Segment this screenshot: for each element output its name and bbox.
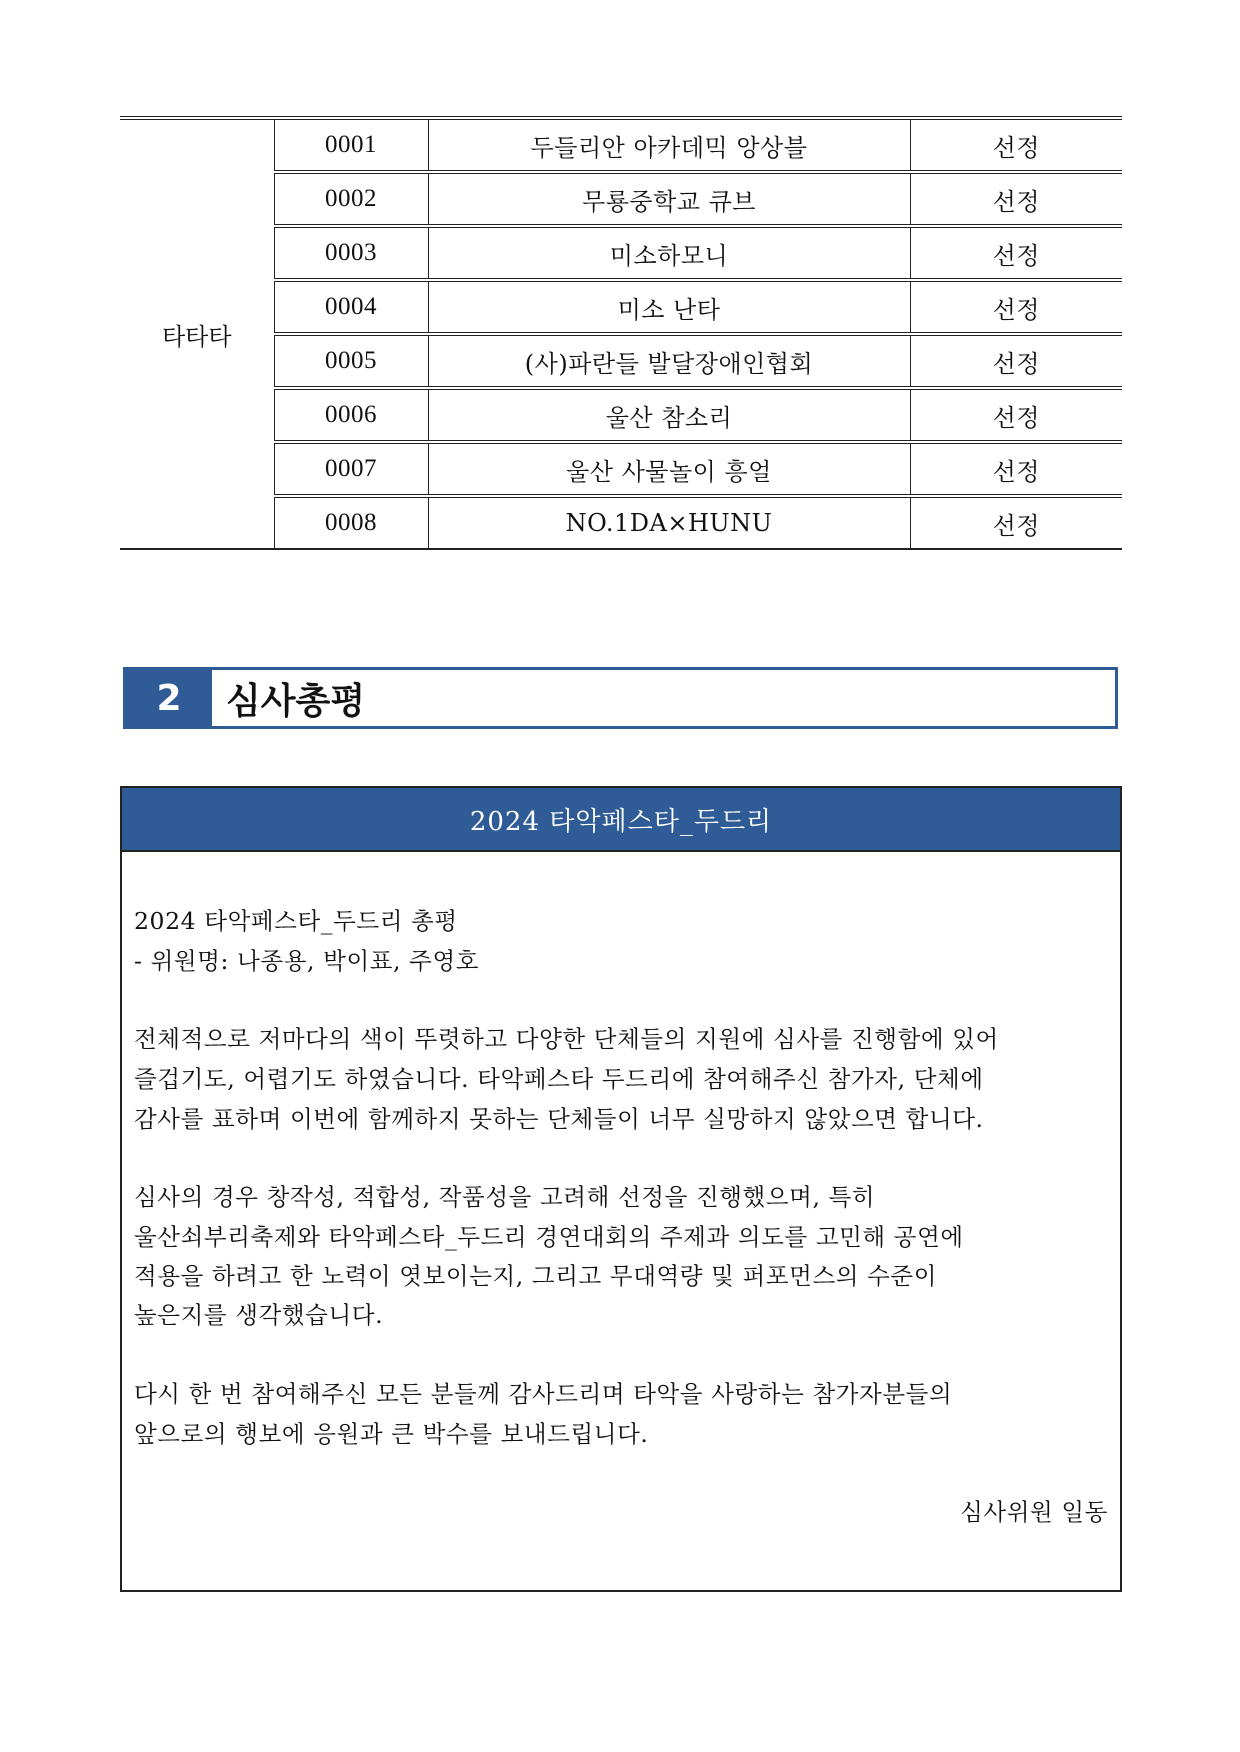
table-row (120, 118, 1122, 172)
entry-name: 미소 난타 (428, 280, 910, 334)
entry-status: 선정 (910, 388, 1122, 442)
section-number: 2 (126, 670, 212, 726)
entry-name: 미소하모니 (428, 226, 910, 280)
group-name-cell: 타타타 (120, 118, 274, 549)
paragraph-2-line-2: 울산쇠부리축제와 타악페스타_두드리 경연대회의 주제과 의도를 고민해 공연에 (134, 1223, 964, 1251)
entry-code: 0006 (274, 388, 428, 442)
section-heading (123, 667, 1118, 729)
entry-status: 선정 (910, 280, 1122, 334)
entry-status: 선정 (910, 118, 1122, 172)
section-title: 심사총평 (226, 680, 366, 722)
paragraph-3-line-1: 다시 한 번 참여해주신 모든 분들께 감사드리며 타악을 사랑하는 참가자분들의 (134, 1380, 953, 1408)
entry-name: NO.1DA×HUNU (428, 496, 910, 549)
paragraph-1-line-1: 전체적으로 저마다의 색이 뚜렷하고 다양한 단체들의 지원에 심사를 진행함에 있어 (134, 1025, 999, 1053)
review-box (120, 786, 1122, 1592)
entry-code: 0004 (274, 280, 428, 334)
entry-code: 0002 (274, 172, 428, 226)
paragraph-1-line-3: 감사를 표하며 이번에 함께하지 못하는 단체들이 너무 실망하지 않았으면 합니다. (134, 1105, 984, 1133)
entry-code: 0007 (274, 442, 428, 496)
review-title: 2024 타악페스타_두드리 총평 (134, 907, 458, 935)
entry-code: 0003 (274, 226, 428, 280)
paragraph-3-line-2: 앞으로의 행보에 응원과 큰 박수를 보내드립니다. (134, 1420, 649, 1448)
paragraph-1-line-2: 즐겁기도, 어렵기도 하였습니다. 타악페스타 두드리에 참여해주신 참가자, 단체에 (134, 1065, 984, 1093)
entry-name: (사)파란들 발달장애인협회 (428, 334, 910, 388)
entry-code: 0008 (274, 496, 428, 549)
entry-code: 0005 (274, 334, 428, 388)
review-signature: 심사위원 일동 (960, 1498, 1108, 1526)
entry-name: 두들리안 아카데믹 앙상블 (428, 118, 910, 172)
review-judges: - 위원명: 나종용, 박이표, 주영호 (134, 947, 480, 975)
paragraph-2-line-3: 적용을 하려고 한 노력이 엿보이는지, 그리고 무대역량 및 퍼포먼스의 수준이 (134, 1262, 938, 1290)
paragraph-2-line-4: 높은지를 생각했습니다. (134, 1301, 384, 1329)
review-header: 2024 타악페스타_두드리 (122, 788, 1120, 852)
entry-status: 선정 (910, 226, 1122, 280)
entry-status: 선정 (992, 511, 1040, 540)
entry-status: 선정 (910, 442, 1122, 496)
results-table (120, 116, 1122, 550)
entry-name: 무룡중학교 큐브 (428, 172, 910, 226)
entry-status: 선정 (910, 334, 1122, 388)
entry-name: 울산 사물놀이 흥얼 (428, 442, 910, 496)
entry-code: 0001 (274, 118, 428, 172)
entry-status: 선정 (910, 172, 1122, 226)
paragraph-2-line-1: 심사의 경우 창작성, 적합성, 작품성을 고려해 선정을 진행했으며, 특히 (134, 1183, 876, 1211)
entry-name: 울산 참소리 (428, 388, 910, 442)
